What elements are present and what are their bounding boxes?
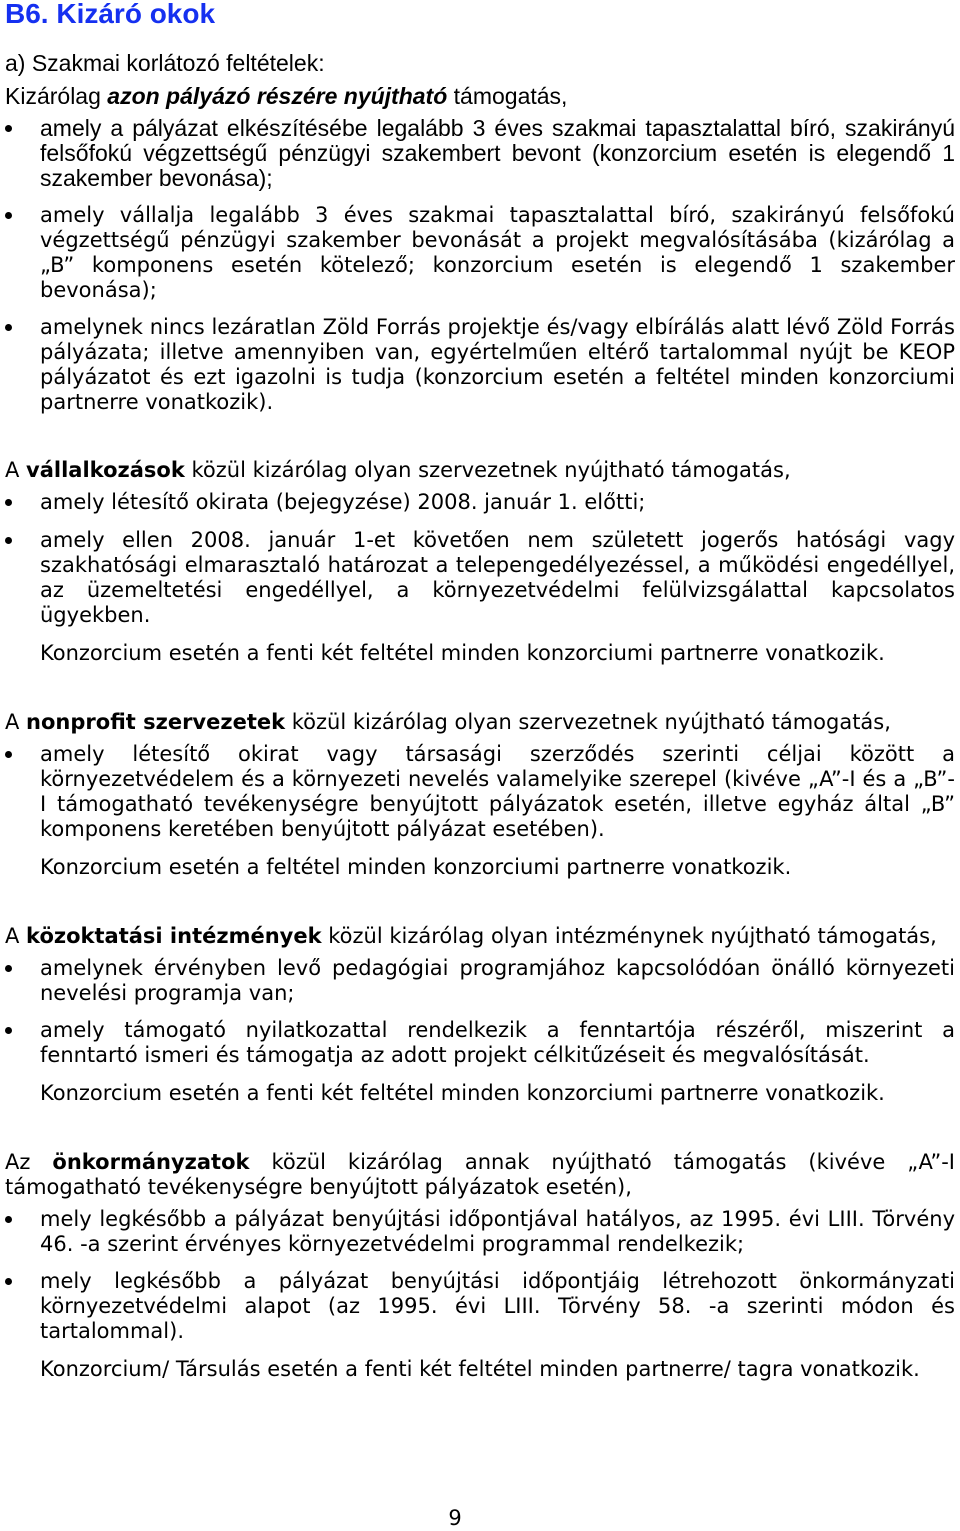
list-item-text: amely támogató nyilatkozattal rendelkezik a fenntartója részéről, miszerint a fenntartó ismeri és támogatja az adott projekt célkitűzéseit és megvalósítását.: [40, 1018, 955, 1067]
list-item: [5, 1269, 955, 1344]
intro-paragraph: [5, 84, 955, 109]
list-item: [5, 203, 955, 303]
intro-bold-phrase: nonprofit szervezetek: [26, 710, 286, 734]
list-item-text: mely legkésőbb a pályázat benyújtási időpontjával hatályos, az 1995. évi LIII. Törvény 46. -a szerint érvényes környezetvédelmi programmal rendelkezik;: [40, 1207, 955, 1256]
bullet-icon: [5, 965, 12, 972]
intro-text: közül kizárólag annak nyújtható támogatás (kivéve „A”-I támogatható tevékenységre benyújtott pályázatok esetén),: [5, 1150, 955, 1199]
list-item: [5, 116, 955, 191]
intro-bold-phrase: önkormányzatok: [52, 1150, 250, 1174]
intro-text: A: [5, 458, 27, 482]
bullet-list: [5, 490, 955, 628]
list-item: [5, 315, 955, 415]
section-onkormanyzatok: [5, 1150, 955, 1382]
list-item: [5, 956, 955, 1006]
page-number: 9: [448, 1506, 462, 1530]
intro-text: A: [5, 924, 27, 948]
bullet-icon: [5, 751, 12, 758]
intro-paragraph: [5, 1150, 955, 1200]
section-vallalkozasok: [5, 458, 955, 666]
intro-text: Az: [5, 1150, 53, 1174]
list-item: [5, 1018, 955, 1068]
section-a-title: a) Szakmai korlátozó feltételek:: [5, 50, 325, 76]
list-item-text: amelynek nincs lezáratlan Zöld Forrás projektje és/vagy elbírálás alatt lévő Zöld Forrás pályázata; illetve amennyiben van, egyértelműen eltérő tartalommal nyújt be KEOP pályázatot és ezt igazolni is tudja (konzorcium esetén a feltétel minden konzorciumi partnerre vonatkozik).: [40, 315, 955, 414]
bullet-icon: [5, 324, 12, 331]
list-item-text: amely a pályázat elkészítésébe legalább 3 éves szakmai tapasztalattal bíró, szakirányú felsőfokú végzettségű pénzügyi szakembert bevont (konzorcium esetén is elegendő 1 szakember bevonása);: [40, 115, 955, 191]
list-item-text: amely létesítő okirat vagy társasági szerződés szerinti céljai között a környezetvédelem és a környezeti nevelés valamelyike szerepel (kivéve „A”-I és a „B”-I támogatható tevékenységre benyújtott pályázatok esetén, illetve egyház által „B” komponens keretében benyújtott pályázat esetében).: [40, 742, 955, 841]
note-paragraph: Konzorcium/ Társulás esetén a fenti két feltétel minden partnerre/ tagra vonatkozik.: [40, 1357, 920, 1381]
section-nonprofit: [5, 710, 955, 880]
bullet-icon: [5, 125, 12, 132]
intro-bold-phrase: azon pályázó részére nyújtható: [107, 83, 448, 109]
bullet-list: [5, 956, 955, 1068]
bullet-icon: [5, 1216, 12, 1223]
note-paragraph: Konzorcium esetén a fenti két feltétel minden konzorciumi partnerre vonatkozik.: [40, 1081, 885, 1105]
section-heading: B6. Kizáró okok: [5, 0, 216, 29]
bullet-icon: [5, 499, 12, 506]
note-paragraph: Konzorcium esetén a fenti két feltétel minden konzorciumi partnerre vonatkozik.: [40, 641, 885, 665]
intro-text: A: [5, 710, 27, 734]
list-item: [5, 490, 955, 515]
bullet-icon: [5, 537, 12, 544]
list-item: [5, 1207, 955, 1257]
bullet-icon: [5, 1278, 12, 1285]
note-paragraph: Konzorcium esetén a feltétel minden konzorciumi partnerre vonatkozik.: [40, 855, 792, 879]
list-item: [5, 528, 955, 628]
bullet-icon: [5, 1027, 12, 1034]
bullet-list: [5, 1207, 955, 1344]
intro-text: közül kizárólag olyan szervezetnek nyújtható támogatás,: [184, 458, 791, 482]
intro-bold-phrase: közoktatási intézmények: [26, 924, 322, 948]
list-item-text: mely legkésőbb a pályázat benyújtási időpontjáig létrehozott önkormányzati környezetvédelmi alapot (az 1995. évi LIII. Törvény 58. -a szerinti módon és tartalommal).: [40, 1269, 955, 1343]
list-item: [5, 742, 955, 842]
list-item-text: amely létesítő okirata (bejegyzése) 2008. január 1. előtti;: [40, 490, 646, 514]
bullet-list: [5, 116, 955, 415]
bullet-list: [5, 742, 955, 842]
intro-text: Kizárólag: [5, 83, 108, 109]
bullet-icon: [5, 212, 12, 219]
intro-text: támogatás,: [447, 83, 568, 109]
intro-text: közül kizárólag olyan intézménynek nyújtható támogatás,: [321, 924, 937, 948]
list-item-text: amelynek érvényben levő pedagógiai programjához kapcsolódóan önálló környezeti nevelési programja van;: [40, 956, 955, 1005]
intro-paragraph: [5, 458, 955, 483]
intro-paragraph: [5, 924, 955, 949]
intro-paragraph: [5, 710, 955, 735]
intro-bold-phrase: vállalkozások: [26, 458, 185, 482]
list-item-text: amely vállalja legalább 3 éves szakmai tapasztalattal bíró, szakirányú felsőfokú végzettségű pénzügyi szakember bevonását a projekt megvalósításába (kizárólag a „B” komponens esetén kötelező; konzorcium esetén is elegendő 1 szakember bevonása);: [40, 203, 955, 302]
list-item-text: amely ellen 2008. január 1-et követően nem született jogerős hatósági vagy szakhatósági elmarasztaló határozat a telepengedélyezéssel, a működési engedéllyel, az üzemeltetési engedéllyel, a környezetvédelmi felülvizsgálattal kapcsolatos ügyekben.: [40, 528, 955, 627]
intro-text: közül kizárólag olyan szervezetnek nyújtható támogatás,: [285, 710, 891, 734]
section-kozoktatasi: [5, 924, 955, 1106]
